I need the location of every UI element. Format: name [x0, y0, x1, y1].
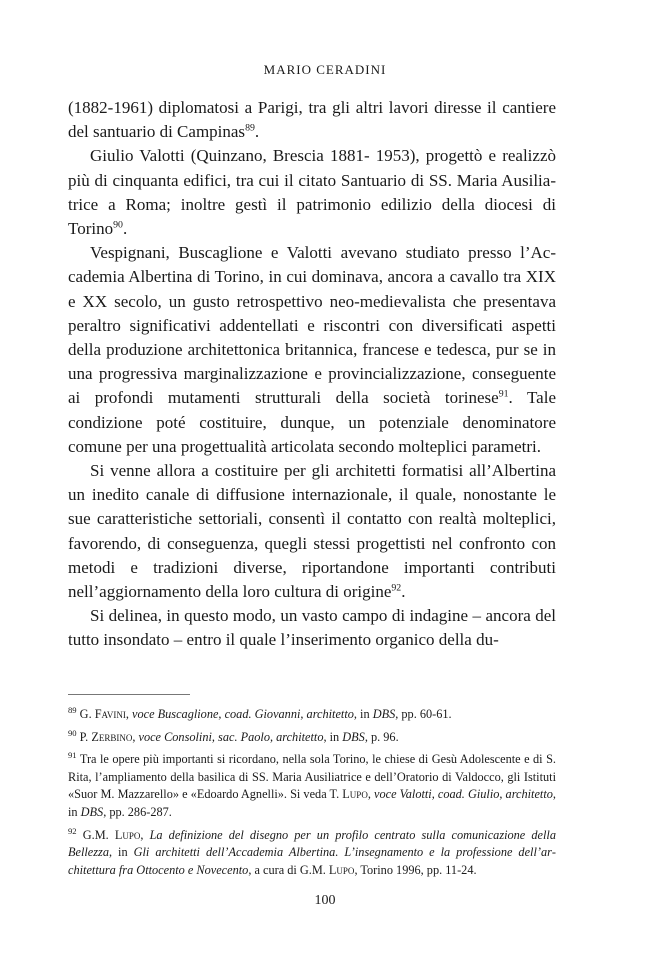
- italic-text: La definizione del disegno per un profilo centrato sulla comunicazione della Bellezza: [68, 827, 556, 860]
- text-run: , Torino 1996, pp. 11-24.: [354, 862, 477, 877]
- text-run: .: [254, 122, 260, 142]
- italic-text: voce Buscaglione, coad. Giovanni, architetto: [132, 707, 354, 721]
- text-run: (1882-1961) diplomatosi a Parigi, tra gli altri lavori diresse il cantiere del santuario di Campinas: [68, 98, 556, 142]
- text-run: ,: [367, 787, 374, 802]
- text-run: , in: [353, 707, 373, 721]
- text-run: ,: [140, 827, 150, 842]
- footnote-separator: [68, 694, 190, 695]
- page-number: 100: [314, 893, 336, 908]
- footnote-ref: 92: [391, 582, 402, 594]
- footnote: [68, 827, 556, 880]
- italic-text: DBS: [372, 707, 396, 721]
- text-run: , in: [68, 787, 556, 819]
- text-run: Giulio Valotti (Quinzano, Brescia 1881- 1953), progettò e realizzò più di cinquanta edifici, tra cui il citato Santuario di SS. Maria Ausiliatrice a Roma; inoltre gestì il patrimonio edilizio della diocesi di Torino: [68, 146, 556, 239]
- footnote: [68, 706, 556, 724]
- text-run: , pp. 60-61.: [395, 707, 452, 721]
- paragraph: [68, 241, 556, 459]
- footnote-number: 91: [68, 750, 77, 761]
- footnote-ref: 90: [113, 219, 123, 231]
- author-surname: Lupo: [114, 827, 141, 842]
- text-run: G.: [76, 707, 95, 721]
- text-run: , a cura di G.M.: [248, 862, 329, 877]
- text-run: , in: [108, 845, 134, 860]
- text-run: .: [122, 219, 128, 239]
- text-run: . Tale condizione poté costituire, dunque, un potenziale denominatore comune per una progettualità articolata secondo molteplici parametri.: [68, 388, 556, 456]
- italic-text: DBS: [342, 729, 365, 744]
- paragraph: [68, 459, 556, 604]
- author-surname: Lupo: [342, 787, 368, 802]
- text-run: ,: [125, 707, 133, 721]
- text-run: Tra le opere più importanti si ricordano, nella sola Torino, le chiese di Gesù Adolescente e di S. Rita, l’ampliamento della basilica di SS. Maria Ausiliatrice e dell’Oratorio di Valdocco, gli Istituti «Suor M. Mazzarello» e «Edoardo Agnelli». Si veda T.: [68, 752, 556, 802]
- text-run: Vespignani, Buscaglione e Valotti avevano studiato presso l’Accademia Albertina di Torino, in cui dominava, ancora a cavallo tra XIX e XX secolo, un gusto retrospettivo neo-medievalista che presentava peraltro significativi addentellati e riscontri con diversificati aspetti della produzione architettonica britannica, francese e tedesca, pur se in una progressiva marginalizzazione e provincializzazione, conseguente ai profondi mutamenti strutturali della società torinese: [68, 243, 556, 408]
- footnote: [68, 751, 556, 821]
- running-head: MARIO CERADINI: [263, 62, 387, 77]
- footnote: [68, 729, 556, 747]
- footnote-number: 92: [68, 825, 77, 836]
- text-run: , p. 96.: [364, 729, 399, 744]
- paragraph: [68, 604, 556, 652]
- italic-text: DBS: [80, 804, 104, 819]
- author-surname: Favini: [94, 707, 126, 721]
- text-run: P.: [76, 729, 92, 744]
- footnote-ref: 89: [245, 122, 255, 134]
- text-run: , pp. 286-287.: [103, 804, 172, 819]
- text-run: G.M.: [76, 827, 115, 842]
- text-run: Si venne allora a costituire per gli architetti formatisi all’Albertina un inedito canale di diffusione internazionale, il quale, nonostante le sue caratteristiche settoriali, consentì il contatto con realtà molteplici, favorendo, di conseguenza, quegli stessi progettisti nel confronto con metodi e tradizioni diverse, riportandone importanti contributi nell’aggiornamento della loro cultura di origine: [68, 461, 556, 602]
- footnote-number: 89: [68, 704, 77, 715]
- author-surname: Zerbino: [91, 729, 133, 744]
- text-run: Si delinea, in questo modo, un vasto campo di indagine – ancora del tutto insondato – entro il quale l’inserimento organico della du-: [68, 606, 556, 650]
- body-text: [68, 96, 556, 653]
- text-run: ,: [132, 729, 139, 744]
- text-run: .: [401, 582, 406, 602]
- paragraph: [68, 96, 556, 144]
- italic-text: Gli architetti dell’Accademia Albertina. L’insegnamento e la professione dell’architettura fra Ottocento e Novecento: [68, 845, 556, 877]
- footnotes: [68, 706, 556, 884]
- paragraph: [68, 144, 556, 241]
- italic-text: voce Valotti, coad. Giulio, architetto: [374, 787, 553, 802]
- italic-text: voce Consolini, sac. Paolo, architetto: [138, 729, 324, 744]
- footnote-ref: 91: [498, 388, 509, 400]
- footnote-number: 90: [68, 727, 77, 738]
- author-surname: Lupo: [328, 862, 355, 877]
- text-run: , in: [323, 729, 343, 744]
